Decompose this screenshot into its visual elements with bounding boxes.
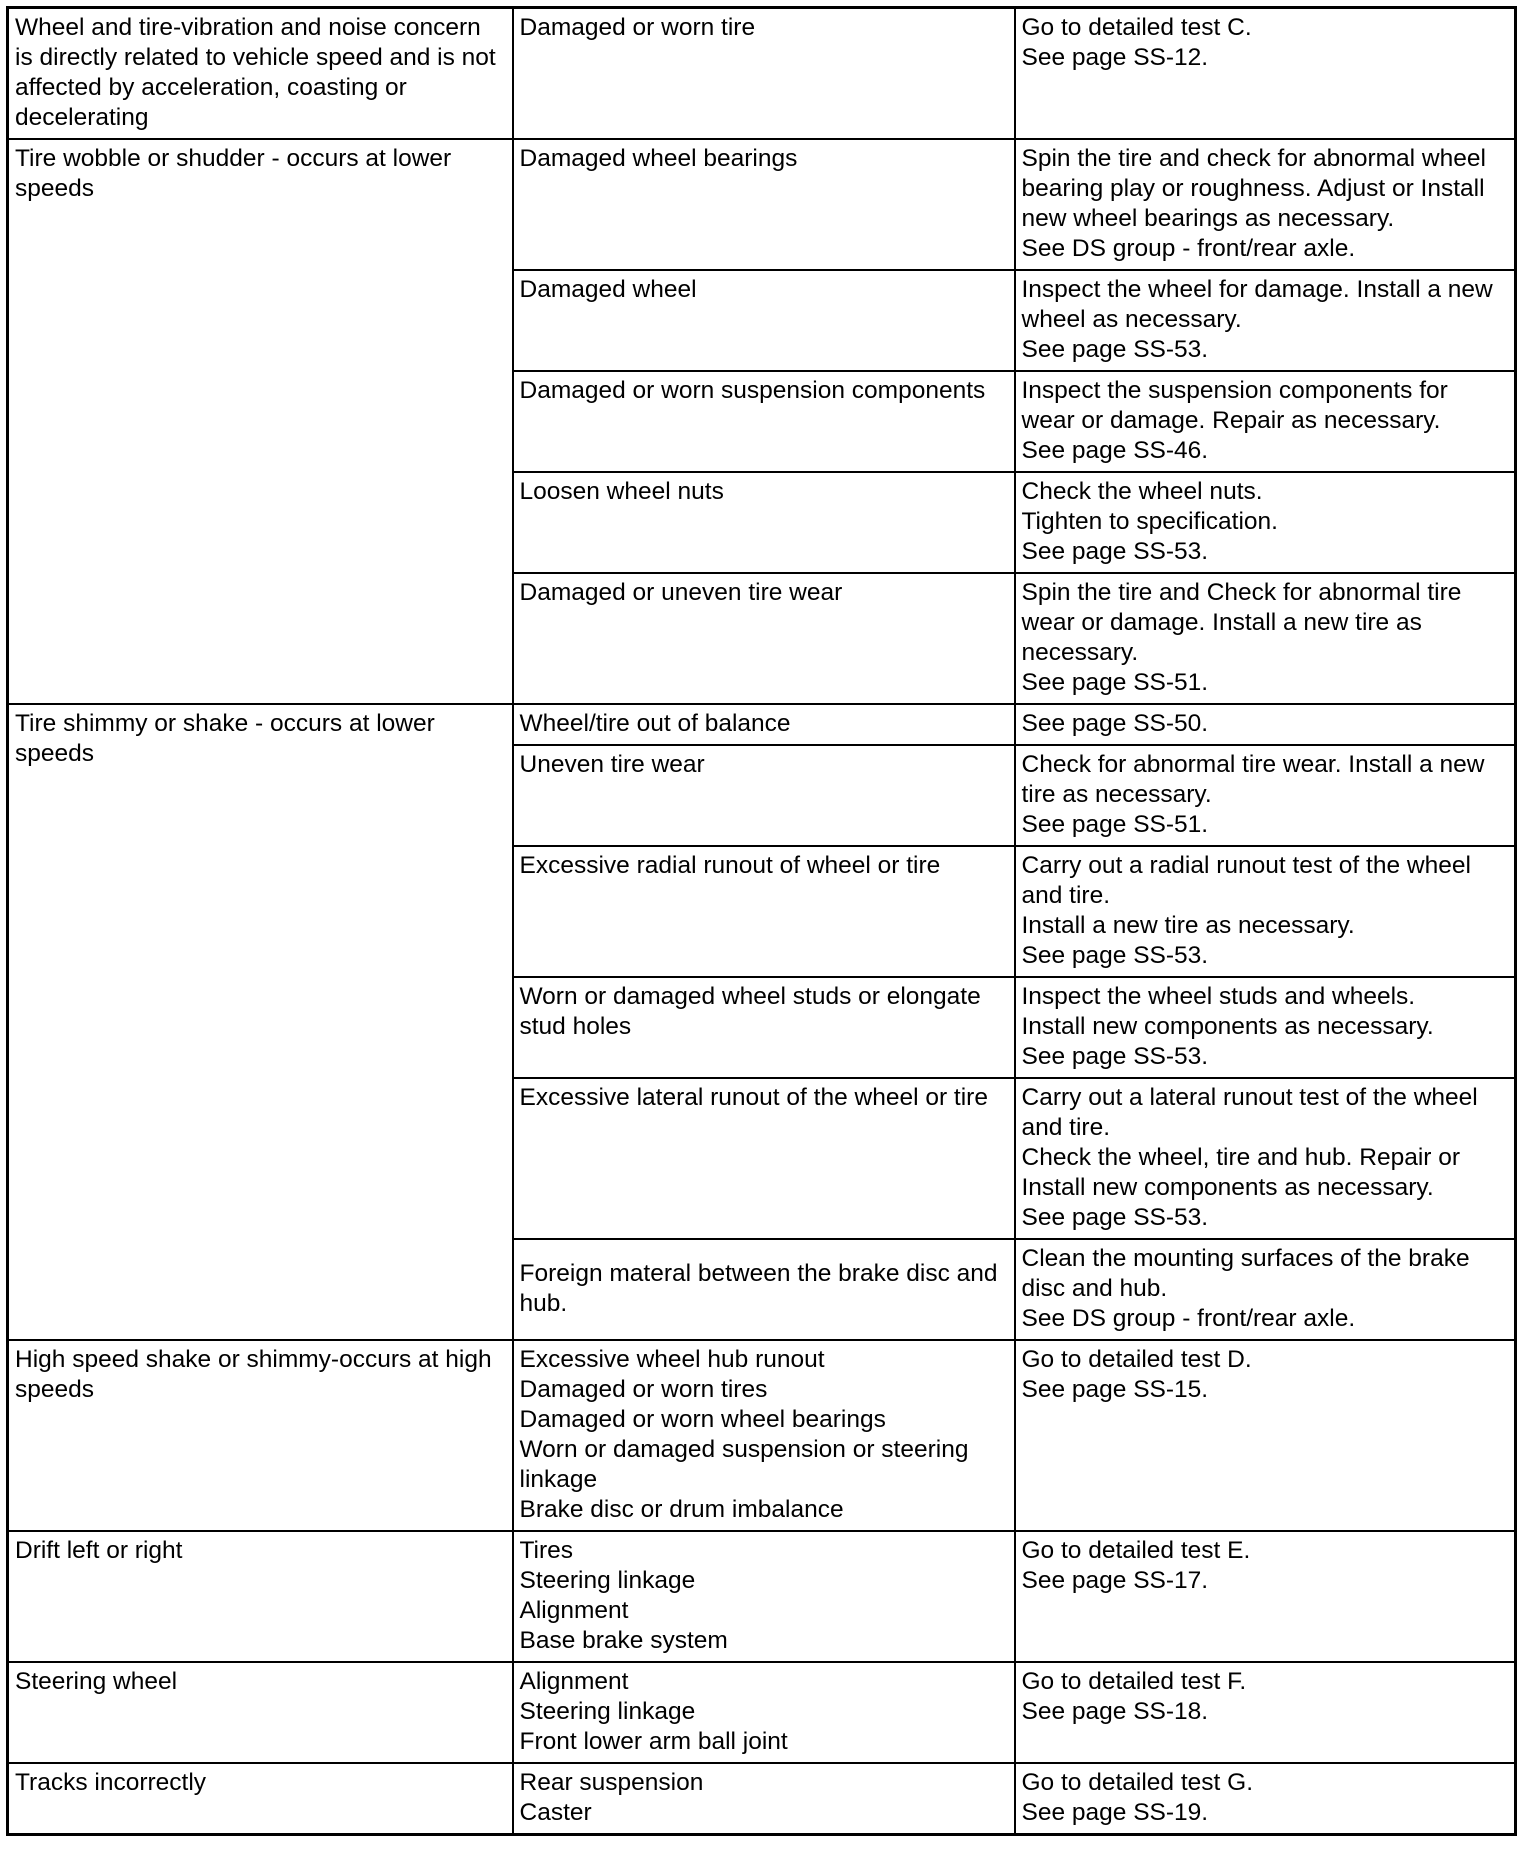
cause-cell: Damaged or worn suspension components (513, 371, 1015, 472)
action-cell: Go to detailed test C. See page SS-12. (1015, 8, 1516, 140)
action-cell: Go to detailed test G. See page SS-19. (1015, 1763, 1516, 1835)
cause-cell: Rear suspension Caster (513, 1763, 1015, 1835)
action-cell: Clean the mounting surfaces of the brake disc and hub. See DS group - front/rear axle. (1015, 1239, 1516, 1340)
cause-cell: Wheel/tire out of balance (513, 704, 1015, 745)
condition-cell: Tire wobble or shudder - occurs at lower speeds (8, 139, 513, 704)
action-cell: Inspect the wheel for damage. Install a new wheel as necessary. See page SS-53. (1015, 270, 1516, 371)
action-cell: Carry out a radial runout test of the wheel and tire. Install a new tire as necessary. See page SS-53. (1015, 846, 1516, 977)
condition-cell: Wheel and tire-vibration and noise concern is directly related to vehicle speed and is not affected by acceleration, coasting or decelerating (8, 8, 513, 140)
cause-cell: Damaged or worn tire (513, 8, 1015, 140)
cause-cell: Excessive wheel hub runout Damaged or worn tires Damaged or worn wheel bearings Worn or damaged suspension or steering linkage Brake disc or drum imbalance (513, 1340, 1015, 1531)
condition-cell: High speed shake or shimmy-occurs at high speeds (8, 1340, 513, 1531)
cause-cell: Worn or damaged wheel studs or elongate stud holes (513, 977, 1015, 1078)
cause-cell: Damaged wheel bearings (513, 139, 1015, 270)
cause-cell: Loosen wheel nuts (513, 472, 1015, 573)
table-row (8, 139, 1516, 270)
action-cell: Go to detailed test F. See page SS-18. (1015, 1662, 1516, 1763)
table-row (8, 1763, 1516, 1835)
table-row (8, 1340, 1516, 1531)
cause-cell: Alignment Steering linkage Front lower arm ball joint (513, 1662, 1015, 1763)
cause-cell: Uneven tire wear (513, 745, 1015, 846)
action-cell: Inspect the wheel studs and wheels. Install new components as necessary. See page SS-53. (1015, 977, 1516, 1078)
cause-cell: Damaged wheel (513, 270, 1015, 371)
action-cell: Go to detailed test E. See page SS-17. (1015, 1531, 1516, 1662)
action-cell: Inspect the suspension components for wear or damage. Repair as necessary. See page SS-46. (1015, 371, 1516, 472)
action-cell: Check for abnormal tire wear. Install a new tire as necessary. See page SS-51. (1015, 745, 1516, 846)
action-cell: Carry out a lateral runout test of the wheel and tire. Check the wheel, tire and hub. Repair or Install new components as necessary. See page SS-53. (1015, 1078, 1516, 1239)
condition-cell: Drift left or right (8, 1531, 513, 1662)
cause-cell: Excessive radial runout of wheel or tire (513, 846, 1015, 977)
condition-cell: Tire shimmy or shake - occurs at lower speeds (8, 704, 513, 1340)
cause-cell: Excessive lateral runout of the wheel or tire (513, 1078, 1015, 1239)
condition-cell: Tracks incorrectly (8, 1763, 513, 1835)
table-row (8, 1531, 1516, 1662)
action-cell: Spin the tire and check for abnormal wheel bearing play or roughness. Adjust or Install new wheel bearings as necessary. See DS group - front/rear axle. (1015, 139, 1516, 270)
diagnosis-table-body (8, 8, 1516, 1835)
action-cell: See page SS-50. (1015, 704, 1516, 745)
condition-cell: Steering wheel (8, 1662, 513, 1763)
action-cell: Check the wheel nuts. Tighten to specification. See page SS-53. (1015, 472, 1516, 573)
table-row (8, 1662, 1516, 1763)
table-row (8, 8, 1516, 140)
cause-cell: Damaged or uneven tire wear (513, 573, 1015, 704)
action-cell: Go to detailed test D. See page SS-15. (1015, 1340, 1516, 1531)
cause-cell: Tires Steering linkage Alignment Base brake system (513, 1531, 1015, 1662)
table-row (8, 704, 1516, 745)
action-cell: Spin the tire and Check for abnormal tire wear or damage. Install a new tire as necessary. See page SS-51. (1015, 573, 1516, 704)
diagnosis-table (6, 6, 1517, 1836)
cause-cell: Foreign materal between the brake disc and hub. (513, 1239, 1015, 1340)
